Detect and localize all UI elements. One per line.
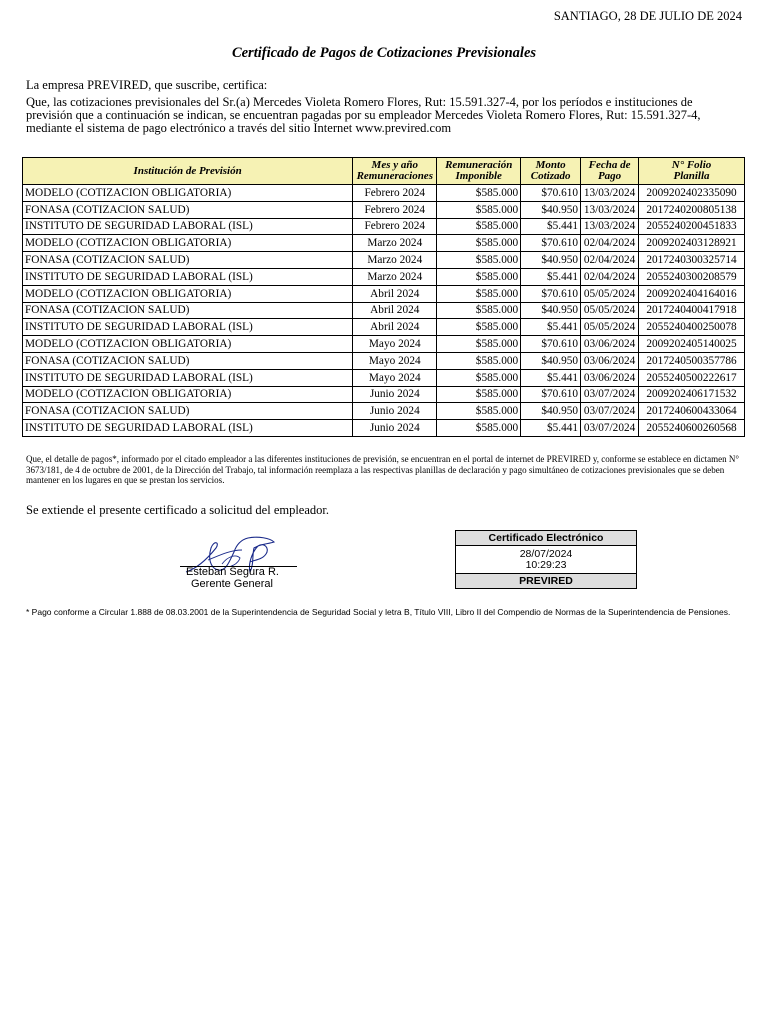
cell-mes: Mayo 2024 — [353, 352, 437, 369]
cell-institucion: INSTITUTO DE SEGURIDAD LABORAL (ISL) — [23, 218, 353, 235]
cell-mes: Febrero 2024 — [353, 218, 437, 235]
table-row — [23, 420, 745, 437]
cell-institucion: MODELO (COTIZACION OBLIGATORIA) — [23, 285, 353, 302]
cell-remuneracion: $585.000 — [437, 268, 521, 285]
cell-folio: 2009202405140025 — [639, 336, 745, 353]
electronic-certificate-box — [455, 530, 637, 589]
col-header-fecha: Fecha de Pago — [581, 158, 639, 185]
cell-mes: Junio 2024 — [353, 403, 437, 420]
cell-monto: $5.441 — [521, 218, 581, 235]
intro-text: La empresa PREVIRED, que suscribe, certifica: — [26, 78, 268, 92]
cell-folio: 2055240600260568 — [639, 420, 745, 437]
signer-name: Esteban Segura R. — [186, 566, 279, 578]
certificate-time: 10:29:23 — [525, 559, 567, 571]
cell-institucion: INSTITUTO DE SEGURIDAD LABORAL (ISL) — [23, 369, 353, 386]
cell-remuneracion: $585.000 — [437, 252, 521, 269]
cell-mes: Junio 2024 — [353, 386, 437, 403]
cell-institucion: FONASA (COTIZACION SALUD) — [23, 201, 353, 218]
table-row — [23, 185, 745, 202]
cell-institucion: INSTITUTO DE SEGURIDAD LABORAL (ISL) — [23, 420, 353, 437]
cell-institucion: FONASA (COTIZACION SALUD) — [23, 302, 353, 319]
table-row — [23, 268, 745, 285]
footnote: * Pago conforme a Circular 1.888 de 08.03.2001 de la Superintendencia de Seguridad Social y letra B, Título VIII, Libro II del Compendio de Normas de la Superintendencia de Pensiones. — [26, 607, 731, 617]
table-row — [23, 352, 745, 369]
col-header-mes: Mes y año Remuneraciones — [353, 158, 437, 185]
table-row — [23, 369, 745, 386]
cell-remuneracion: $585.000 — [437, 302, 521, 319]
cell-mes: Marzo 2024 — [353, 252, 437, 269]
payments-table — [22, 157, 745, 437]
col-header-monto: Monto Cotizado — [521, 158, 581, 185]
cell-fecha: 13/03/2024 — [581, 218, 639, 235]
col-header-remuneracion: Remuneración Imponible — [437, 158, 521, 185]
cell-fecha: 05/05/2024 — [581, 319, 639, 336]
cell-monto: $70.610 — [521, 285, 581, 302]
cell-institucion: INSTITUTO DE SEGURIDAD LABORAL (ISL) — [23, 268, 353, 285]
cell-fecha: 03/07/2024 — [581, 420, 639, 437]
cell-folio: 2009202403128921 — [639, 235, 745, 252]
certificate-datetime — [456, 546, 637, 574]
table-row — [23, 285, 745, 302]
cell-institucion: MODELO (COTIZACION OBLIGATORIA) — [23, 386, 353, 403]
cell-folio: 2017240200805138 — [639, 201, 745, 218]
document-title: Certificado de Pagos de Cotizaciones Previsionales — [231, 45, 537, 61]
cell-remuneracion: $585.000 — [437, 420, 521, 437]
cell-monto: $40.950 — [521, 201, 581, 218]
table-row — [23, 201, 745, 218]
cell-monto: $5.441 — [521, 369, 581, 386]
cell-folio: 2017240300325714 — [639, 252, 745, 269]
signer-role: Gerente General — [191, 577, 273, 590]
cell-mes: Mayo 2024 — [353, 369, 437, 386]
cell-mes: Abril 2024 — [353, 319, 437, 336]
cell-mes: Marzo 2024 — [353, 235, 437, 252]
cell-remuneracion: $585.000 — [437, 235, 521, 252]
col-header-institucion: Institución de Previsión — [23, 158, 353, 185]
table-row — [23, 235, 745, 252]
certification-paragraph: Que, las cotizaciones previsionales del Sr.(a) Mercedes Violeta Romero Flores, Rut: 15.591.327-4, por los períodos e instituciones de previsión que a continuación se indican, se encuentran pagadas por su empleador Mercedes Violeta Romero Flores, Rut: 15.591.327-4, mediante el sistema de pago electrónico a través del sitio Internet www.previred.com — [26, 95, 701, 135]
cell-folio: 2009202404164016 — [639, 285, 745, 302]
cell-institucion: MODELO (COTIZACION OBLIGATORIA) — [23, 235, 353, 252]
cell-folio: 2017240500357786 — [639, 352, 745, 369]
cell-folio: 2055240500222617 — [639, 369, 745, 386]
table-row — [23, 386, 745, 403]
cell-monto: $40.950 — [521, 252, 581, 269]
cell-monto: $40.950 — [521, 352, 581, 369]
cell-folio: 2055240200451833 — [639, 218, 745, 235]
certificate-issuer: PREVIRED — [456, 574, 637, 589]
cell-monto: $5.441 — [521, 319, 581, 336]
cell-fecha: 05/05/2024 — [581, 285, 639, 302]
cell-fecha: 03/06/2024 — [581, 336, 639, 353]
cell-monto: $5.441 — [521, 420, 581, 437]
cell-fecha: 13/03/2024 — [581, 201, 639, 218]
cell-remuneracion: $585.000 — [437, 403, 521, 420]
cell-folio: 2009202402335090 — [639, 185, 745, 202]
cell-institucion: MODELO (COTIZACION OBLIGATORIA) — [23, 185, 353, 202]
cell-institucion: MODELO (COTIZACION OBLIGATORIA) — [23, 336, 353, 353]
cell-folio: 2055240300208579 — [639, 268, 745, 285]
cell-monto: $70.610 — [521, 235, 581, 252]
certificate-date: 28/07/2024 — [519, 548, 573, 560]
cell-institucion: INSTITUTO DE SEGURIDAD LABORAL (ISL) — [23, 319, 353, 336]
cell-fecha: 03/07/2024 — [581, 403, 639, 420]
cell-remuneracion: $585.000 — [437, 285, 521, 302]
cell-mes: Febrero 2024 — [353, 201, 437, 218]
cell-folio: 2017240600433064 — [639, 403, 745, 420]
legal-note: Que, el detalle de pagos*, informado por el citado empleador a las diferentes instituciones de previsión, se encuentran en el portal de internet de PREVIRED y, conforme se establece en dictamen N° 3673/181, de 4 de octubre de 2001, de la Dirección del Trabajo, tal información reemplaza a las respectivas planillas de declaración y pago simultáneo de cotizaciones previsionales que se deben mantener en los lugares en que se prestan los servicios. — [26, 454, 740, 485]
table-row — [23, 319, 745, 336]
document-date: SANTIAGO, 28 DE JULIO DE 2024 — [553, 9, 742, 23]
certificate-header: Certificado Electrónico — [456, 531, 637, 546]
cell-fecha: 03/06/2024 — [581, 352, 639, 369]
cell-institucion: FONASA (COTIZACION SALUD) — [23, 252, 353, 269]
cell-remuneracion: $585.000 — [437, 352, 521, 369]
extend-statement: Se extiende el presente certificado a solicitud del empleador. — [26, 503, 330, 517]
cell-fecha: 03/06/2024 — [581, 369, 639, 386]
cell-mes: Abril 2024 — [353, 285, 437, 302]
cell-folio: 2009202406171532 — [639, 386, 745, 403]
cell-fecha: 02/04/2024 — [581, 252, 639, 269]
cell-mes: Marzo 2024 — [353, 268, 437, 285]
cell-mes: Febrero 2024 — [353, 185, 437, 202]
table-row — [23, 336, 745, 353]
cell-institucion: FONASA (COTIZACION SALUD) — [23, 352, 353, 369]
cell-mes: Abril 2024 — [353, 302, 437, 319]
cell-remuneracion: $585.000 — [437, 336, 521, 353]
table-row — [23, 218, 745, 235]
cell-remuneracion: $585.000 — [437, 319, 521, 336]
table-row — [23, 403, 745, 420]
cell-fecha: 03/07/2024 — [581, 386, 639, 403]
cell-fecha: 13/03/2024 — [581, 185, 639, 202]
cell-monto: $5.441 — [521, 268, 581, 285]
cell-monto: $40.950 — [521, 403, 581, 420]
cell-mes: Mayo 2024 — [353, 336, 437, 353]
cell-remuneracion: $585.000 — [437, 369, 521, 386]
cell-fecha: 05/05/2024 — [581, 302, 639, 319]
signer-block — [186, 567, 279, 590]
cell-remuneracion: $585.000 — [437, 201, 521, 218]
cell-fecha: 02/04/2024 — [581, 235, 639, 252]
cell-monto: $70.610 — [521, 185, 581, 202]
cell-fecha: 02/04/2024 — [581, 268, 639, 285]
col-header-folio: N° Folio Planilla — [639, 158, 745, 185]
table-row — [23, 252, 745, 269]
cell-remuneracion: $585.000 — [437, 386, 521, 403]
cell-monto: $70.610 — [521, 386, 581, 403]
cell-monto: $70.610 — [521, 336, 581, 353]
cell-remuneracion: $585.000 — [437, 218, 521, 235]
cell-folio: 2055240400250078 — [639, 319, 745, 336]
cell-mes: Junio 2024 — [353, 420, 437, 437]
cell-remuneracion: $585.000 — [437, 185, 521, 202]
table-header-row — [23, 158, 745, 185]
table-row — [23, 302, 745, 319]
cell-folio: 2017240400417918 — [639, 302, 745, 319]
cell-monto: $40.950 — [521, 302, 581, 319]
cell-institucion: FONASA (COTIZACION SALUD) — [23, 403, 353, 420]
